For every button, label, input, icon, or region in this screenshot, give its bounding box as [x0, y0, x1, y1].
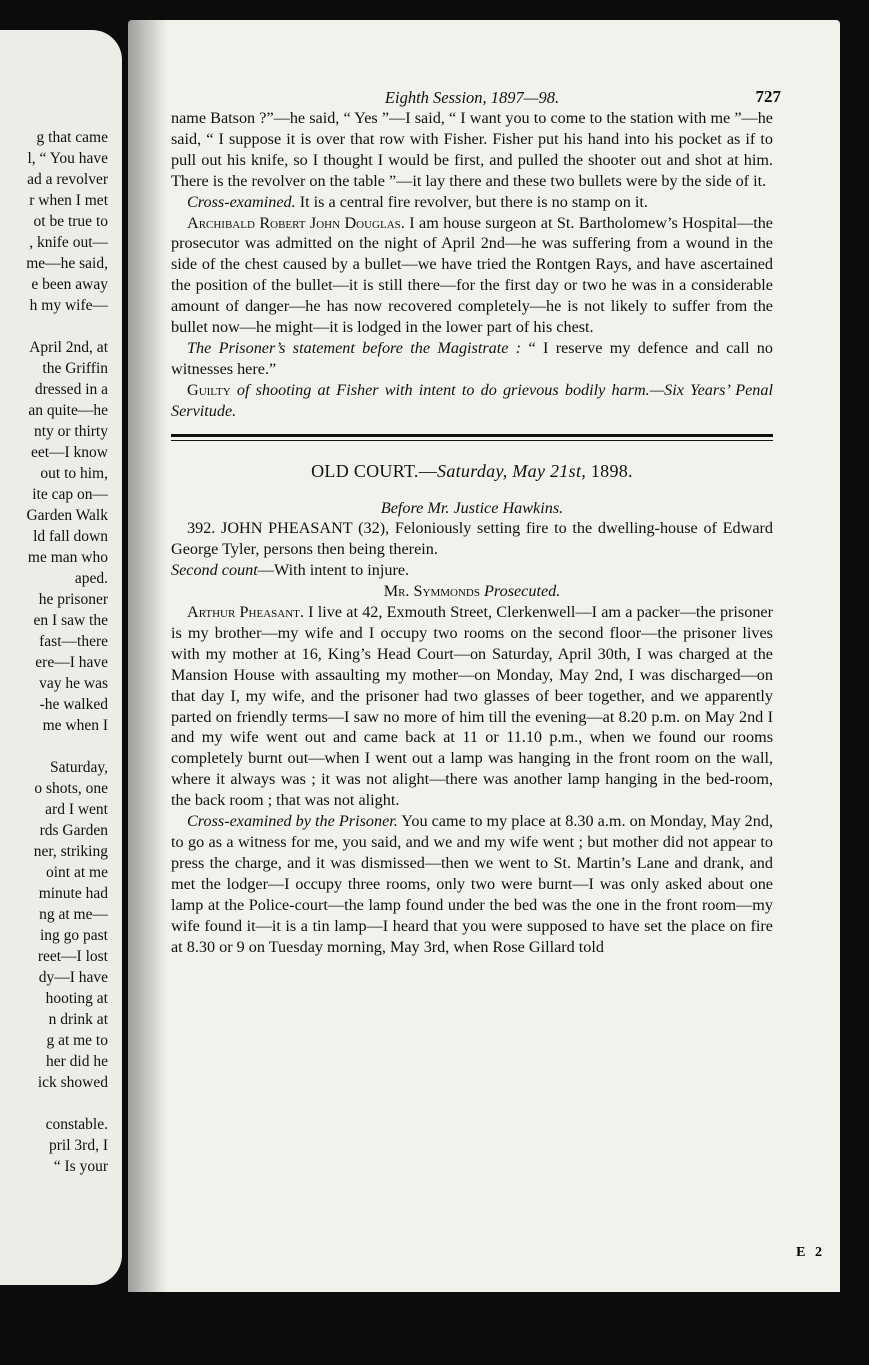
- counsel-role: Prosecuted.: [479, 582, 561, 601]
- second-count-text: —With intent to injure.: [257, 561, 410, 580]
- facing-page-line: ite cap on—: [32, 486, 108, 503]
- cross-examined-label: Cross-examined.: [187, 192, 296, 211]
- cross-examined-label: Cross-examined by the Prisoner.: [187, 812, 398, 831]
- running-title: Eighth Session, 1897—98.: [384, 88, 560, 107]
- paragraph-cross-examined: [171, 192, 773, 213]
- facing-page-line: o shots, one: [34, 780, 108, 797]
- witness-name: Archibald Robert John Douglas.: [187, 213, 405, 232]
- facing-page-line: ing go past: [39, 927, 108, 944]
- facing-page-line: -he walked: [39, 696, 108, 713]
- witness-testimony: I live at 42, Exmouth Street, Clerkenwell—I am a packer—the prisoner is my brother—my wife and I occupy two rooms on the second floor—the prisoner lives with my mother at 16, King’s Head Court—on Saturday, April 30th, I was charged at the Mansion House with assaulting my mother—on Monday, May 2nd, I was discharged—on that day I, my wife, and the prisoner had two glasses of beer together, and we apparently parted on friendly terms—I saw no more of him till the evening—at 8.20 p.m. on May 2nd I and my wife went out and came back at 11 or 11.10 p.m., when we found our rooms completely burnt out—when I went out a lamp was hanging in the front room on the wall, where it always was ; it was not alight—there was another lamp hanging in the bed-room, the back room ; that was not alight.: [171, 603, 773, 810]
- facing-page-line: ard I went: [45, 801, 108, 818]
- facing-page-line: ick showed: [37, 1074, 108, 1091]
- facing-page-line: fast—there: [39, 633, 108, 650]
- facing-page-line: h my wife—: [29, 297, 108, 314]
- facing-page-line: aped.: [74, 570, 108, 587]
- facing-page-line: “ Is your: [53, 1158, 108, 1175]
- book-page: [128, 20, 840, 1292]
- session-year: 1898.: [586, 460, 633, 481]
- facing-page-line: ng at me—: [39, 906, 108, 923]
- divider-thick-rule: [171, 434, 773, 437]
- cross-examined-text: You came to my place at 8.30 a.m. on Monday, May 2nd, to go as a witness for me, you said, and we and my wife went ; but mother did not appear to press the charge, and it was dismissed—then we went to St. Martin’s Lane and drank, and met the lodger—I occupy three rooms, only two were burnt—I was only asked about one lamp at the Police-court—the lamp found under the bed was the one in the front room—my wife found it—it is a tin lamp—I heard that you were supposed to have set the place on fire at 8.30 or 9 on Tuesday morning, May 3rd, when Rose Gillard told: [171, 812, 773, 956]
- facing-page-line: ner, striking: [33, 843, 108, 860]
- facing-page-line: , knife out—: [29, 234, 108, 251]
- facing-page-line: an quite—he: [28, 402, 108, 419]
- statement-label: The Prisoner’s statement before the Magistrate :: [187, 338, 522, 357]
- facing-page-line: en I saw the: [33, 612, 108, 629]
- paragraph-witness-douglas: [171, 213, 773, 338]
- facing-page-line: Garden Walk: [26, 507, 108, 524]
- paragraph-charge: 392. JOHN PHEASANT (32), Feloniously setting fire to the dwelling-house of Edward George Tyler, persons then being therein.: [171, 519, 773, 559]
- paragraph-second-count: [171, 560, 773, 581]
- section-divider: [171, 434, 773, 441]
- gutter-shadow: [128, 20, 168, 1292]
- page-number: 727: [755, 87, 781, 106]
- paragraph-verdict: [171, 380, 773, 422]
- facing-page-line: n drink at: [48, 1011, 108, 1028]
- facing-page-line: r when I met: [29, 192, 108, 209]
- facing-page-left: [0, 30, 122, 1285]
- verdict-text: of shooting at Fisher with intent to do grievous bodily harm.—Six Years’ Penal Servitude.: [171, 380, 773, 420]
- facing-page-line: g at me to: [46, 1032, 108, 1049]
- facing-page-line: minute had: [38, 885, 108, 902]
- facing-page-line: ot be true to: [33, 213, 108, 230]
- second-count-label: Second count: [171, 561, 258, 580]
- verdict-label: Guilty: [187, 380, 231, 399]
- facing-page-line: me when I: [42, 717, 108, 734]
- counsel-line: [171, 581, 773, 602]
- facing-page-line: rds Garden: [39, 822, 108, 839]
- facing-page-line: he prisoner: [38, 591, 108, 608]
- page-text: [171, 78, 781, 957]
- facing-page-line: l, “ You have: [27, 150, 108, 167]
- facing-page-line: hooting at: [45, 990, 108, 1007]
- facing-page-line: Saturday,: [50, 759, 108, 776]
- facing-page-line: ere—I have: [35, 654, 108, 671]
- counsel-name: Mr. Symmonds: [383, 582, 480, 601]
- facing-page-line: e been away: [31, 276, 108, 293]
- facing-page-line: me—he said,: [26, 255, 108, 272]
- facing-page-line: out to him,: [40, 465, 108, 482]
- court-name: OLD COURT.—: [311, 460, 438, 481]
- divider-thin-rule: [171, 440, 773, 441]
- facing-page-line: April 2nd, at: [29, 339, 108, 356]
- witness-testimony: I am house surgeon at St. Bartholomew’s Hospital—the prosecutor was admitted on the night of April 2nd—he was suffering from a wound in the side of the chest caused by a bullet—we have tried the Rontgen Rays, and have ascertained the position of the bullet—it is still there—for the first day or two he was in a considerable amount of danger—he has now recovered completely—he is not likely to suffer from the bullet now—he might—it is lodged in the lower part of his chest.: [171, 213, 773, 337]
- cross-examined-text: It is a central fire revolver, but there is no stamp on it.: [295, 192, 648, 211]
- paragraph-cross-examined-by-prisoner: [171, 811, 773, 957]
- scan-border-bottom: [128, 1292, 840, 1365]
- facing-page-line: ad a revolver: [27, 171, 108, 188]
- facing-page-line: pril 3rd, I: [49, 1137, 108, 1154]
- session-heading: [171, 461, 773, 482]
- paragraph-witness-pheasant: [171, 602, 773, 811]
- session-date: Saturday, May 21st,: [437, 460, 587, 481]
- facing-page-line: me man who: [27, 549, 108, 566]
- facing-page-line: eet—I know: [30, 444, 108, 461]
- judge-line: Before Mr. Justice Hawkins.: [380, 498, 564, 517]
- paragraph-prisoner-statement: [171, 338, 773, 380]
- signature-mark: E 2: [796, 1245, 825, 1260]
- facing-page-line: vay he was: [39, 675, 108, 692]
- facing-page-line: nty or thirty: [33, 423, 108, 440]
- facing-page-line: dy—I have: [38, 969, 108, 986]
- facing-page-line: dressed in a: [34, 381, 108, 398]
- facing-page-line: constable.: [45, 1116, 108, 1133]
- witness-name: Arthur Pheasant.: [187, 603, 304, 622]
- facing-page-line: her did he: [46, 1053, 108, 1070]
- statement-text: “ I reserve my defence and call no witnesses here.”: [171, 338, 773, 378]
- facing-page-line: the Griffin: [42, 360, 108, 377]
- running-head: [171, 78, 781, 108]
- facing-page-line: g that came: [36, 129, 108, 146]
- facing-page-line: reet—I lost: [37, 948, 108, 965]
- facing-page-line: ld fall down: [33, 528, 108, 545]
- facing-page-line: oint at me: [46, 864, 108, 881]
- paragraph-continuation: name Batson ?”—he said, “ Yes ”—I said, “ I want you to come to the station with me ”—he said, “ I suppose it is over that row with Fisher. Fisher put his hand into his pocket as if to pull out his knife, so I thought I would be first, and pulled the shooter out and shot at him. There is the revolver on the table ”—it lay there and these two bullets were by the side of it.: [171, 109, 773, 190]
